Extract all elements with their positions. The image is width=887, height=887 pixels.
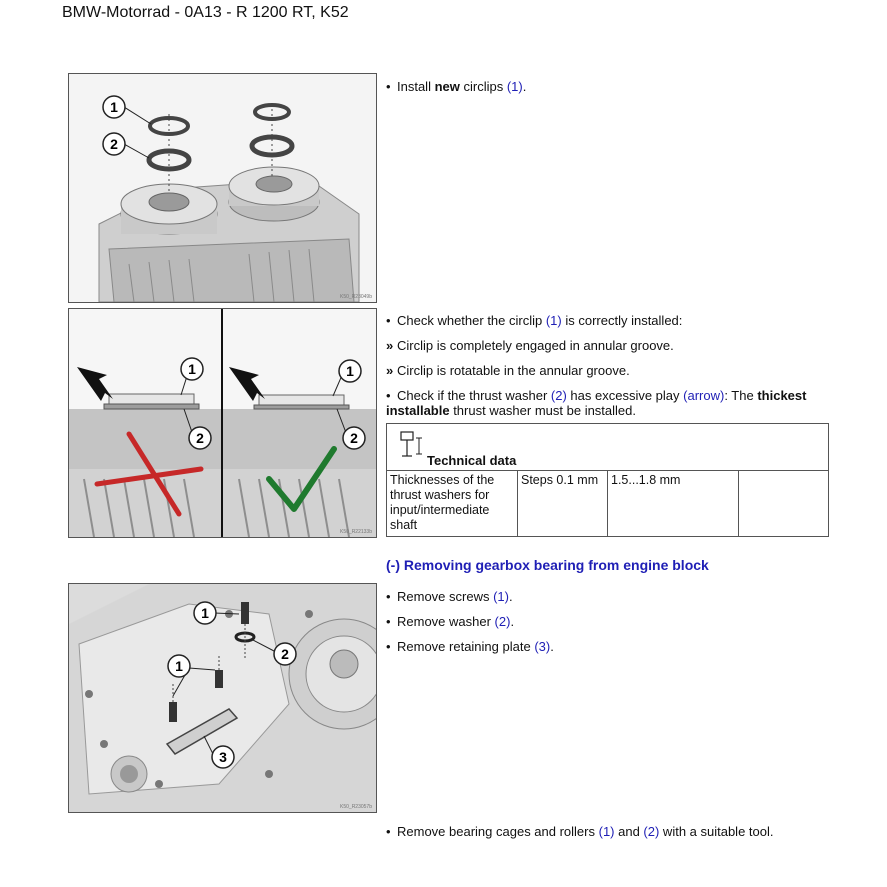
technical-data-icon	[399, 430, 425, 460]
svg-text:2: 2	[196, 430, 204, 446]
circlip-check-illustration	[69, 309, 376, 537]
step-check-thrust-washer: • Check if the thrust washer (2) has excessive play (arrow): The thickest installable thrust washer must be installed.	[386, 388, 807, 418]
callout-1-left	[181, 358, 203, 380]
technical-data-header	[387, 424, 829, 471]
step-remove-washer: • Remove washer (2).	[386, 614, 515, 629]
svg-text:2: 2	[281, 646, 289, 662]
ref-circlip: (1)	[506, 79, 523, 94]
ref-cage-2: (2)	[643, 824, 660, 839]
callout-1-right	[339, 360, 361, 382]
td-value: 1.5...1.8 mm	[608, 471, 739, 537]
step-install-circlips: • Install new circlips (1).	[386, 79, 527, 94]
svg-text:3: 3	[219, 749, 227, 765]
callout-2-right	[343, 427, 365, 449]
technical-data-title: Technical data	[427, 453, 517, 468]
figure-circlip-install	[68, 73, 377, 303]
step-remove-plate: • Remove retaining plate (3).	[386, 639, 554, 654]
technical-data-table	[386, 423, 829, 537]
callout-2	[274, 643, 296, 665]
engine-block-illustration	[69, 584, 376, 812]
ref-circlip: (1)	[545, 313, 562, 328]
svg-text:1: 1	[188, 361, 196, 377]
svg-text:1: 1	[110, 99, 118, 115]
figure-code: K50_R22133b	[340, 529, 372, 535]
ref-screws: (1)	[493, 589, 509, 604]
td-extra	[739, 471, 829, 537]
callout-3	[212, 746, 234, 768]
ref-arrow: (arrow)	[683, 388, 725, 403]
ref-washer: (2)	[494, 614, 511, 629]
svg-text:2: 2	[110, 136, 118, 152]
step-check-circlip: • Check whether the circlip (1) is correctly installed:	[386, 313, 683, 328]
callout-1-top	[194, 602, 216, 624]
svg-text:1: 1	[201, 605, 209, 621]
callout-1-left	[168, 655, 190, 677]
section-heading: (-) Removing gearbox bearing from engine block	[386, 557, 709, 573]
callout-2-left	[189, 427, 211, 449]
figure-circlip-check	[68, 308, 377, 538]
ref-thrust-washer: (2)	[550, 388, 567, 403]
td-item: Thicknesses of the thrust washers for input/intermediate shaft	[387, 471, 518, 537]
figure-code: K50_R23049b	[340, 294, 372, 300]
gearbox-circlips-illustration	[69, 74, 376, 302]
svg-text:2: 2	[350, 430, 358, 446]
step-remove-bearing-cages: • Remove bearing cages and rollers (1) and (2) with a suitable tool.	[386, 824, 774, 839]
ref-cage-1: (1)	[598, 824, 615, 839]
ref-plate: (3)	[534, 639, 551, 654]
result-rotatable: » Circlip is rotatable in the annular groove.	[386, 363, 630, 378]
result-engaged: » Circlip is completely engaged in annular groove.	[386, 338, 674, 353]
svg-text:1: 1	[175, 658, 183, 674]
td-spec: Steps 0.1 mm	[518, 471, 608, 537]
figure-retaining-plate	[68, 583, 377, 813]
callout-2	[103, 133, 125, 155]
svg-text:1: 1	[346, 363, 354, 379]
callout-1	[103, 96, 125, 118]
step-remove-screws: • Remove screws (1).	[386, 589, 513, 604]
figure-code: K50_R23057b	[340, 804, 372, 810]
page-header: BMW-Motorrad - 0A13 - R 1200 RT, K52	[62, 4, 349, 21]
